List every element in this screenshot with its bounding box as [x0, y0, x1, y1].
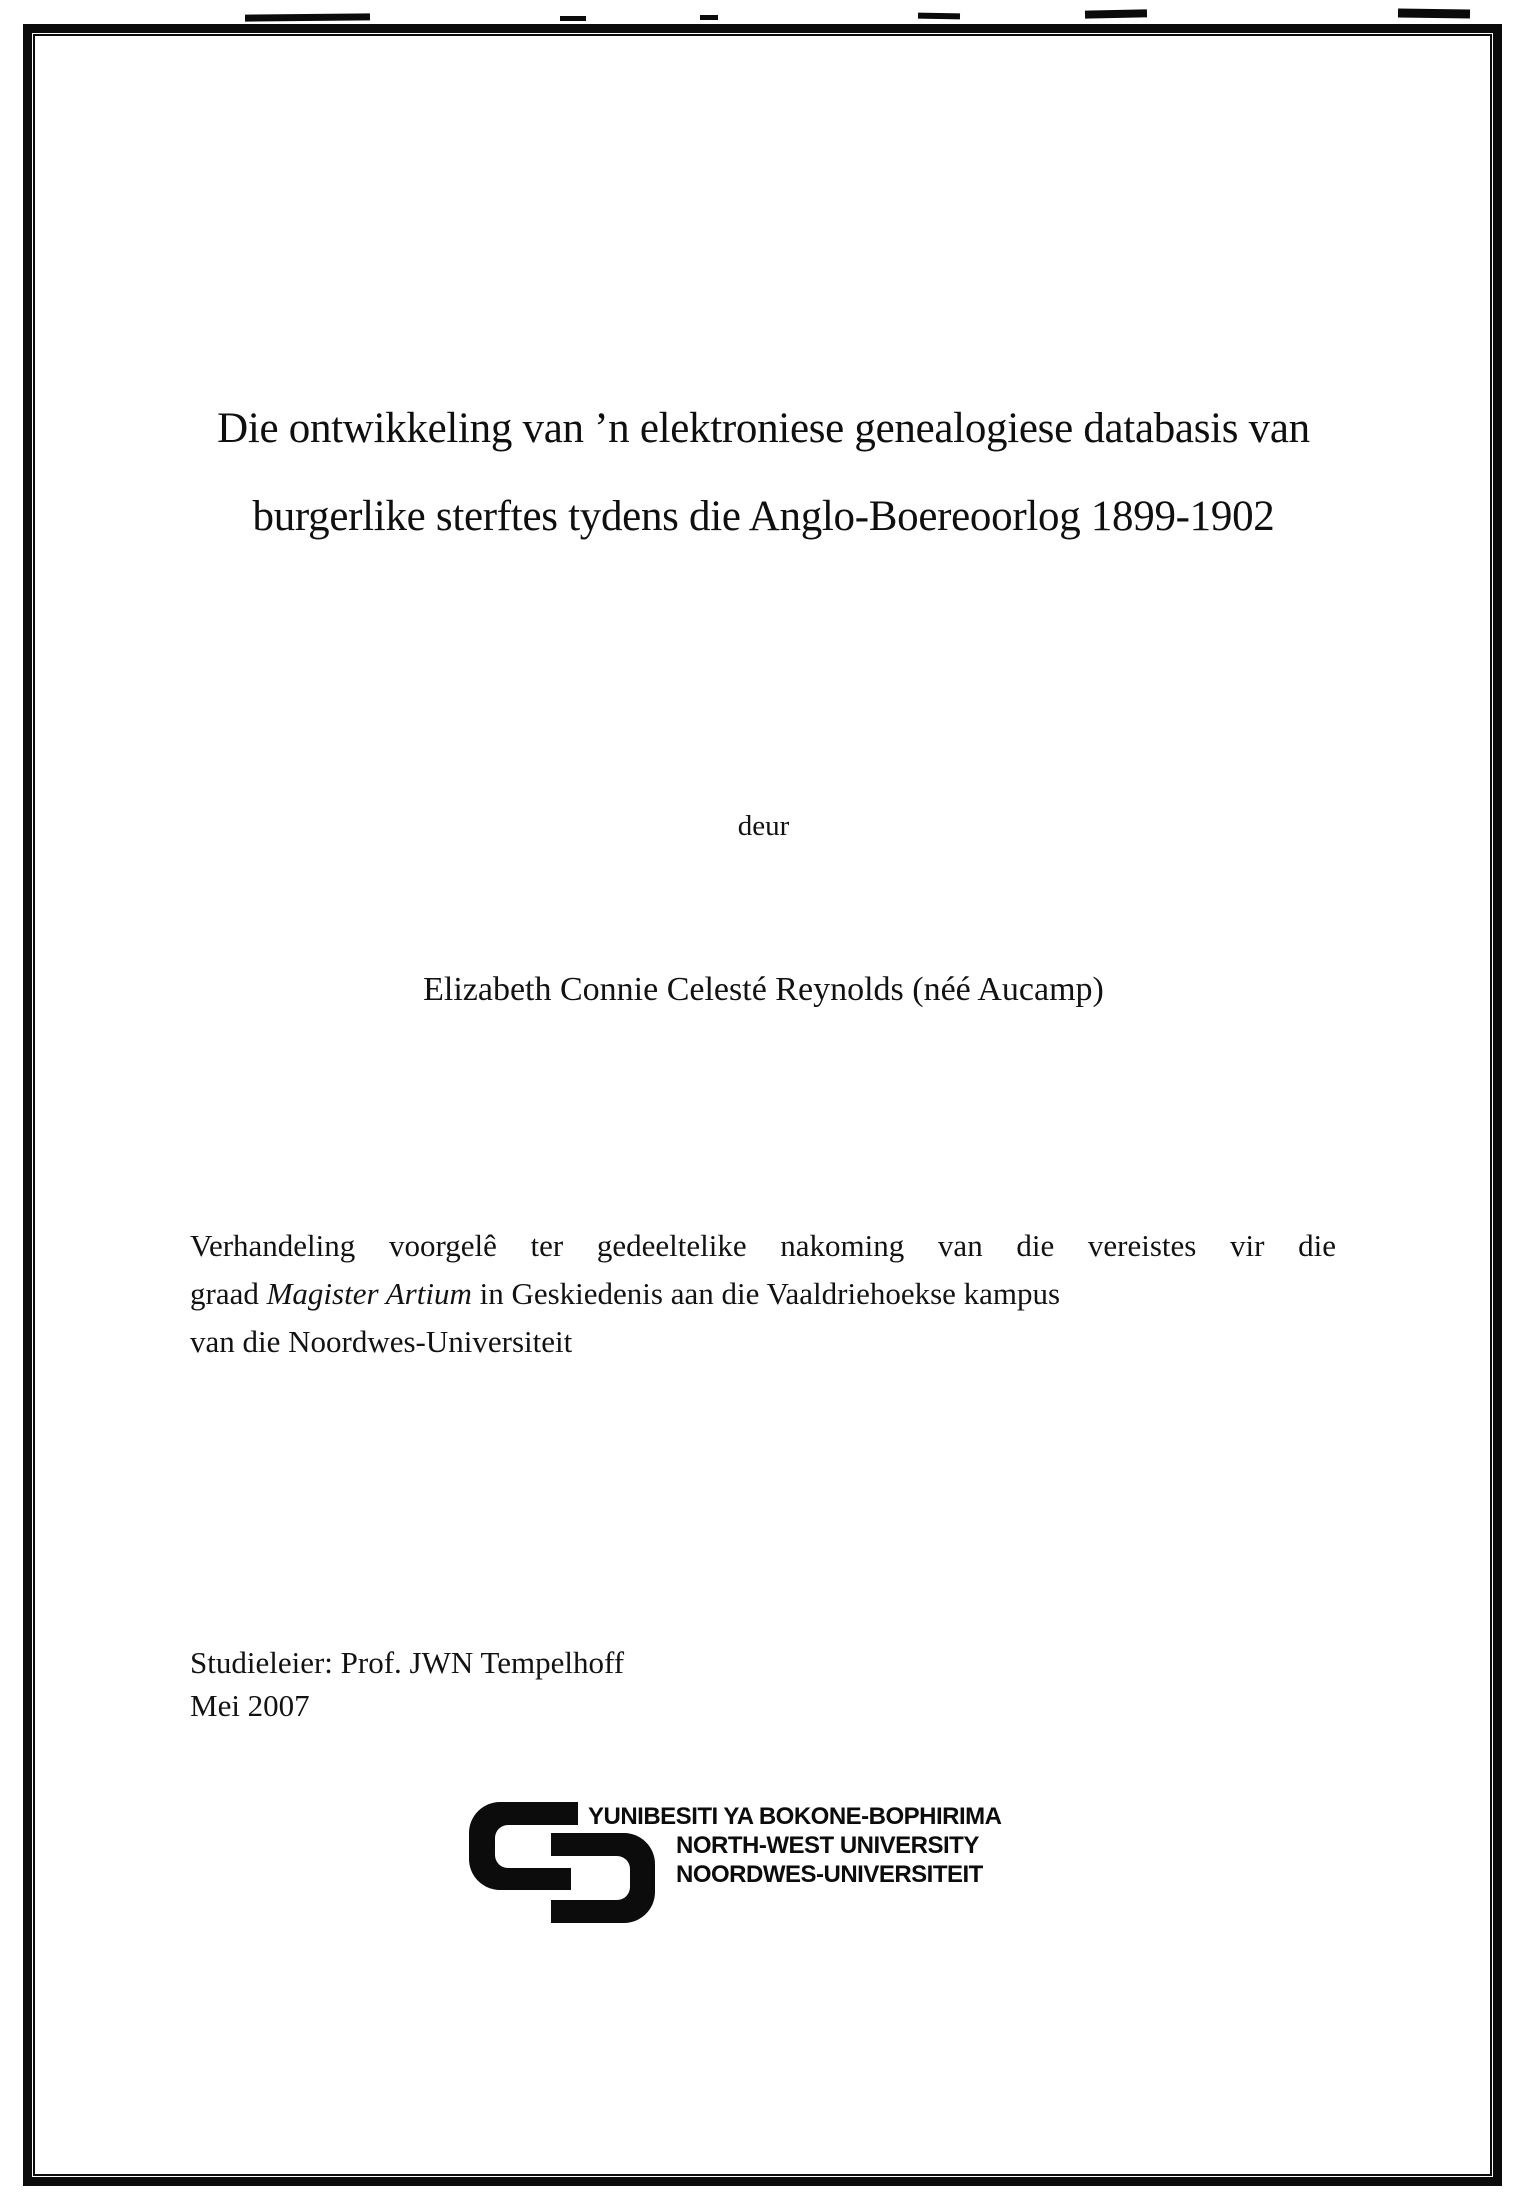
byline: deur — [737, 810, 790, 842]
degree-name: Magister Artium — [266, 1276, 472, 1311]
statement-line-2-suffix: in Geskiedenis aan die Vaaldriehoekse kampus — [471, 1276, 1061, 1311]
scan-artifact — [245, 13, 370, 21]
scan-artifact — [918, 13, 960, 20]
scan-artifact — [1085, 9, 1147, 18]
logo-text-line-1: YUNIBESITI YA BOKONE-BOPHIRIMA — [588, 1803, 1002, 1830]
statement-line-2-prefix: graad — [190, 1276, 267, 1311]
title-line-2: burgerlike sterftes tydens die Anglo-Boereoorlog 1899-1902 — [252, 493, 1275, 540]
thesis-statement — [190, 1222, 1336, 1366]
logo-text-line-2: NORTH-WEST UNIVERSITY — [676, 1832, 979, 1859]
scan-artifact — [700, 15, 718, 20]
statement-line-1: Verhandeling voorgelê ter gedeeltelike nakoming van die vereistes vir die — [190, 1228, 1336, 1263]
page-title — [0, 385, 1527, 561]
scan-artifact — [560, 16, 586, 21]
statement-line-2 — [190, 1270, 1336, 1318]
logo-text-line-3: NOORDWES-UNIVERSITEIT — [676, 1861, 983, 1888]
title-line-1: Die ontwikkeling van ’n elektroniese genealogiese databasis van — [217, 405, 1310, 452]
statement-line-3: van die Noordwes-Universiteit — [190, 1324, 573, 1359]
supervisor-line: Studieleier: Prof. JWN Tempelhoff — [190, 1645, 625, 1680]
date-line: Mei 2007 — [190, 1688, 310, 1723]
scan-artifact — [1398, 8, 1470, 18]
author-name: Elizabeth Connie Celesté Reynolds (néé Aucamp) — [423, 971, 1104, 1008]
supervisor-block — [190, 1641, 624, 1727]
university-logo-text — [588, 1802, 1002, 1889]
